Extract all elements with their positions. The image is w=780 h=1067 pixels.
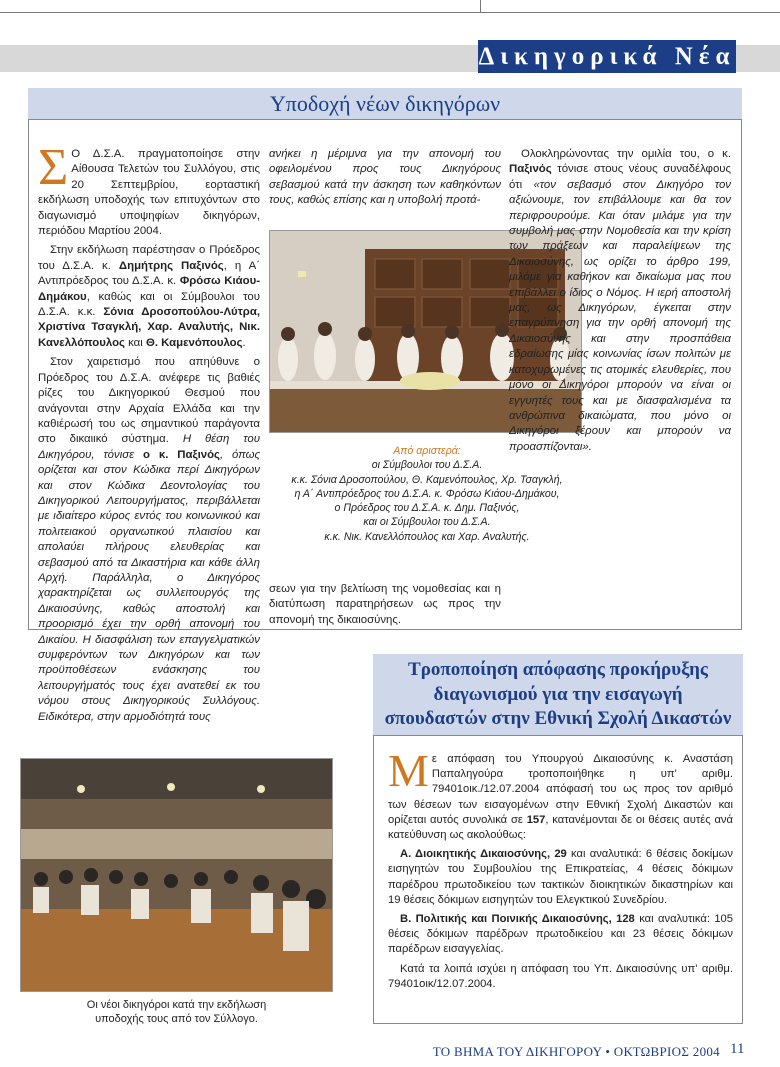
- article-2-body: [388, 745, 734, 996]
- caption-line: οι Σύμβουλοι του Δ.Σ.Α.: [371, 459, 483, 472]
- caption-line: κ.κ. Νικ. Κανελλόπουλος και Χαρ. Αναλυτής.: [324, 530, 530, 543]
- top-vertical-rule: [480, 0, 481, 12]
- paragraph: ανήκει η μέριμνα για την απονομή του οφειλομένου προς τους Δικηγόρους σεβασμού κατά την άσκηση των καθηκόντων τους, καθώς επίσης και η υποβολή προτά-: [269, 148, 501, 207]
- footer-text: ΤΟ ΒΗΜΑ ΤΟΥ ΔΙΚΗΓΟΡΟΥ • ΟΚΤΩΒΡΙΟΣ 2004: [432, 1044, 720, 1059]
- caption-line: υποδοχής τους από τον Σύλλογο.: [95, 1013, 258, 1025]
- paragraph: Με απόφαση του Υπουργού Δικαιοσύνης κ. Αναστάση Παπαληγούρα τροποποιήθηκε η υπ' αριθμ. 79401οικ./12.07.2004 απόφασή του ως προς τον αριθμό των θέσεων των εισαγομένων στην Εθνική Σχολή Δικαστών και ορίζεται αυτός συνολικά σε 157, κατανέμονται δε οι θέσεις αυτές ανά κατεύθυνση ως ακολούθως:: [388, 745, 733, 842]
- paragraph: Στην εκδήλωση παρέστησαν ο Πρόεδρος του Δ.Σ.Α. κ. Δημήτρης Παξινός, η Α΄ Αντιπρόεδρος του Δ.Σ.Α. κ. Φρόσω Κιάου-Δημάκου, καθώς και οι Σύμβουλοι του Δ.Σ.Α. κ.κ. Σόνια Δροσοπούλου-Λύτρα, Χριστίνα Τσαγκλή, Χαρ. Αναλυτής, Νικ. Κανελλόπουλος και Θ. Καμενόπουλος.: [38, 244, 260, 349]
- caption-line: η Α΄ Αντιπρόεδρος του Δ.Σ.Α. κ. Φρόσω Κιάου-Δημάκου,: [294, 487, 560, 500]
- paragraph: σεων για την βελτίωση της νομοθεσίας και η διατύπωση παρατηρήσεων ως προς την απονομή της δικαιοσύνης.: [269, 583, 501, 626]
- caption-line: ο Πρόεδρος του Δ.Σ.Α. κ. Δημ. Παξινός,: [334, 502, 520, 515]
- audience-photo: [20, 758, 333, 992]
- audience-photo-caption: [20, 998, 333, 1026]
- caption-line: κ.κ. Σόνια Δροσοπούλου, Θ. Καμενόπουλος, Χρ. Τσαγκλή,: [291, 473, 563, 486]
- paragraph: Στον χαιρετισμό που απηύθυνε ο Πρόεδρος του Δ.Σ.Α. ανέφερε τις βαθιές ρίζες του Δικηγορικού Θεσμού που ανάγονται στην Αρχαία Ελλάδα και την καθιέρωσή του ως σημαντικού παράγοντα στο δικαιικό σύστημα. Η θέση του Δικηγόρου, τόνισε ο κ. Παξινός, όπως ορίζεται και στον Κώδικα περί Δικηγόρων και στον Κώδικα Δεοντολογίας του Δικηγορικού Λειτουργήματος, περιβάλλεται με ιδιαίτερο κύρος εντός του κοινωνικού και πολιτειακού οργανωτικού πλαισίου και απολαύει πλήρους ελευθερίας και σεβασμού από τα Δικαστήρια και κάθε άλλη Αρχή. Παράλληλα, ο Δικηγόρος χαρακτηρίζεται ως συλλειτουργός της Δικαιοσύνης, καθώς αποστολή και προορισμό έχει την ορθή απονομή του Δικαίου. Η διασφάλιση των επαγγελματικών συμφερόντων των Δικηγόρων και των προϋποθέσεων ενάσκησης του λειτουργήματός τους έχει ανατεθεί εκ του νόμου στους Δικηγορικούς Συλλόγους. Ειδικότερα, στην αρμοδιότητά τους: [38, 356, 260, 723]
- caption-lead: Από αριστερά:: [393, 445, 461, 457]
- top-rule: [0, 12, 780, 13]
- article-title: Τροποποίηση απόφασης προκήρυξης διαγωνισμού για την εισαγωγή σπουδαστών στην Εθνική Σχολή Δικαστών: [384, 659, 732, 729]
- caption-line: Οι νέοι δικηγόροι κατά την εκδήλωση: [86, 999, 267, 1011]
- article-column-2-bottom: [269, 582, 501, 632]
- article-column-2-top: [269, 147, 501, 213]
- drop-cap: Σ: [38, 147, 69, 196]
- section-title: Δικηγορικά Νέα: [478, 40, 736, 73]
- article-column-1: [38, 147, 260, 737]
- page-number: 11: [730, 1041, 745, 1057]
- drop-cap: Μ: [388, 745, 429, 796]
- article-title: Υποδοχή νέων δικηγόρων: [269, 91, 501, 116]
- paragraph: Ο Δ.Σ.Α. πραγματοποίησε στην Αίθουσα Τελετών του Συλλόγου, στις 20 Σεπτεμβρίου, εορταστική εκδήλωση υποδοχής των επιτυχόντων στο διαγωνισμό υποψηφίων δικηγόρων, περιόδου Μαρτίου 2004.: [38, 148, 260, 238]
- paragraph: Κατά τα λοιπά ισχύει η απόφαση του Υπ. Δικαιοσύνης υπ' αριθμ. 79401οικ/12.07.2004.: [388, 962, 733, 990]
- article-column-3: [509, 147, 731, 627]
- paragraph: Α. Διοικητικής Δικαιοσύνης, 29 και αναλυτικά: 6 θέσεις δοκίμων εισηγητών του Συμβουλίου της Επικρατείας, 4 θέσεις δόκιμων παρέδρου πρωτοδικείου των τακτικών διοικητικών δικαστηρίων και 19 θέσεις δόκιμων εισηγητών του Ελεγκτικού Συνεδρίου.: [388, 848, 733, 906]
- paragraph: Ολοκληρώνοντας την ομιλία του, ο κ. Παξινός τόνισε στους νέους συναδέλφους ότι «τον σεβασμό στον Δικηγόρο τον αξιώνουμε, τον επιβάλλουμε και θα τον περιφρουρούμε. Και όταν μιλάμε για την συμβολή μας στην Νομοθεσία και την κρίση των πράξεων και παραλείψεων της Δικαιοσύνης, ως ορίζει το άρθρο 199, μιλάμε για καθήκον και δικαίωμα μας που επιβάλλει ο ίδιος ο Νόμος. Η ιερή αποστολή μας, ως Δικηγόρων, έγκειται στην επαγρύπνηση για την ορθή απονομή της Δικαιοσύνης και στην προσπάθεια εδραίωσης μίας κοινωνίας ίσων πολιτών με κατοχυρωμένες τις ατομικές ελευθερίες, που μόνο οι Δικηγόροι μπορούν να είναι οι εγγυητές τους και με διασφαλισμένα τα ανθρώπινα δικαιώματα, που μόνο οι Δικηγόροι ξέρουν και μπορούν να προασπίζονται».: [509, 148, 731, 453]
- paragraph: Β. Πολιτικής και Ποινικής Δικαιοσύνης, 128 και αναλυτικά: 105 θέσεις δόκιμων παρέδρων πρωτοδικείου και 23 θέσεις δόκιμων παρέδρων εισαγγελίας.: [388, 913, 734, 956]
- caption-line: και οι Σύμβουλοι του Δ.Σ.Α.: [363, 516, 491, 529]
